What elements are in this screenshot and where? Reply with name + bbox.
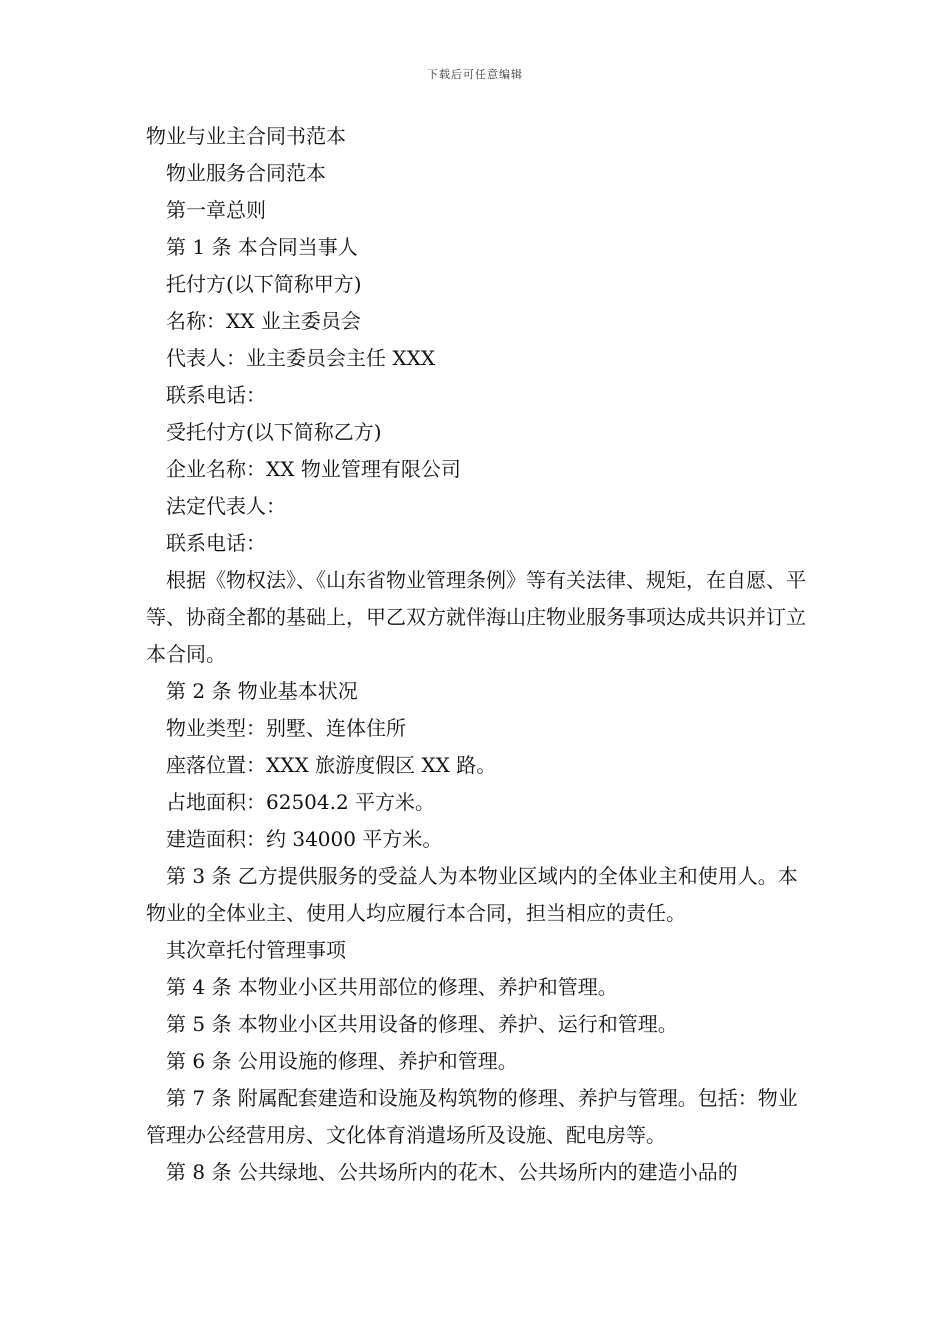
chapter-heading: 其次章托付管理事项 [166, 938, 346, 962]
paragraph: 物业服务合同范本 [166, 161, 326, 185]
paragraph: 企业名称：XX 物业管理有限公司 [166, 457, 461, 481]
paragraph: 第 4 条 本物业小区共用部位的修理、养护和管理。 [166, 975, 618, 999]
document-title: 物业与业主合同书范本 [146, 124, 346, 148]
paragraph: 联系电话： [166, 383, 266, 407]
paragraph: 第 6 条 公用设施的修理、养护和管理。 [166, 1049, 518, 1073]
paragraph: 托付方(以下简称甲方) [166, 272, 362, 296]
paragraph: 第 7 条 附属配套建造和设施及构筑物的修理、养护与管理。包括：物业管理办公经营用房、文化体育消遣场所及设施、配电房等。 [146, 1086, 798, 1147]
paragraph: 法定代表人： [166, 494, 286, 518]
paragraph: 第 3 条 乙方提供服务的受益人为本物业区域内的全体业主和使用人。本物业的全体业主、使用人均应履行本合同，担当相应的责任。 [146, 864, 798, 925]
chapter-heading: 第一章总则 [166, 198, 266, 222]
paragraph: 根据《物权法》、《山东省物业管理条例》等有关法律、规矩，在自愿、平等、协商全都的基础上，甲乙双方就伴海山庄物业服务事项达成共识并订立本合同。 [146, 568, 806, 666]
paragraph: 占地面积：62504.2 平方米。 [166, 790, 436, 814]
paragraph: 联系电话： [166, 531, 266, 555]
article-heading: 第 2 条 物业基本状况 [166, 679, 358, 703]
paragraph: 第 8 条 公共绿地、公共场所内的花木、公共场所内的建造小品的 [166, 1160, 738, 1184]
document-body [146, 118, 814, 1191]
paragraph: 物业类型：别墅、连体住所 [166, 716, 406, 740]
paragraph: 名称：XX 业主委员会 [166, 309, 361, 333]
paragraph: 建造面积：约 34000 平方米。 [166, 827, 443, 851]
page-header: 下载后可任意编辑 [427, 68, 523, 81]
article-heading: 第 1 条 本合同当事人 [166, 235, 358, 259]
paragraph: 座落位置：XXX 旅游度假区 XX 路。 [166, 753, 497, 777]
paragraph: 第 5 条 本物业小区共用设备的修理、养护、运行和管理。 [166, 1012, 678, 1036]
paragraph: 受托付方(以下简称乙方) [166, 420, 382, 444]
paragraph: 代表人：业主委员会主任 XXX [166, 346, 436, 370]
